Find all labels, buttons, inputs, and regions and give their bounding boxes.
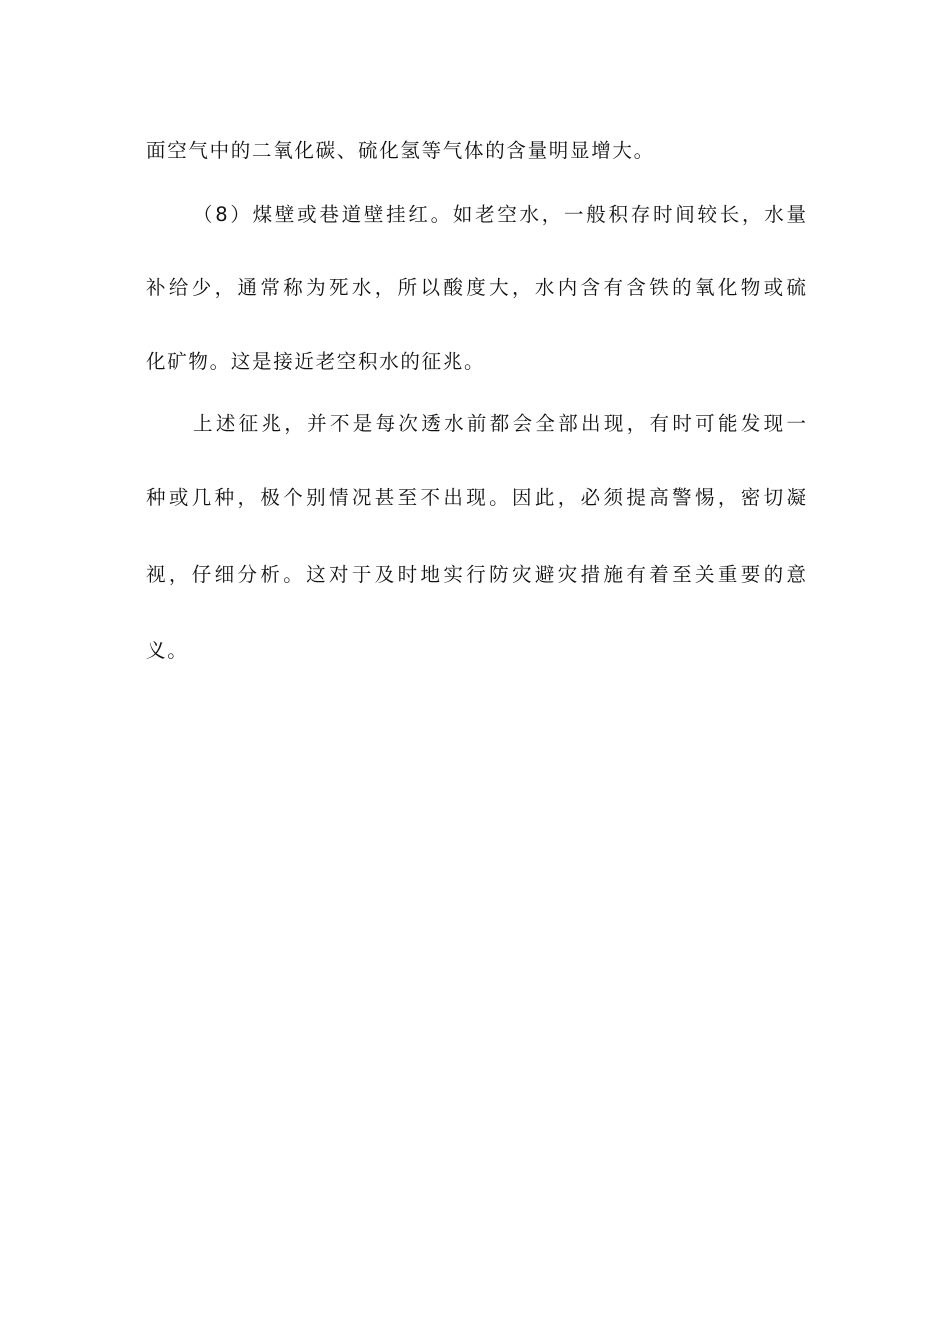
paragraph-line: 面空气中的二氧化碳、硫化氢等气体的含量明显增大。 <box>146 139 655 162</box>
paragraph-line: 义。 <box>146 639 189 662</box>
paragraph-line: 补给少，通常称为死水，所以酸度大，水内含有含铁的氧化物或硫 <box>146 276 806 299</box>
paragraph-line: 化矿物。这是接近老空积水的征兆。 <box>146 350 486 373</box>
paragraph-line: 种或几种，极个别情况甚至不出现。因此，必须提高警惕，密切凝 <box>146 486 806 509</box>
paragraph-line: 视，仔细分析。这对于及时地实行防灾避灾措施有着至关重要的意 <box>146 563 806 586</box>
paragraph-line: 上述征兆，并不是每次透水前都会全部出现，有时可能发现一 <box>193 412 806 435</box>
paragraph-line: （8）煤壁或巷道壁挂红。如老空水，一般积存时间较长，水量 <box>193 203 806 226</box>
